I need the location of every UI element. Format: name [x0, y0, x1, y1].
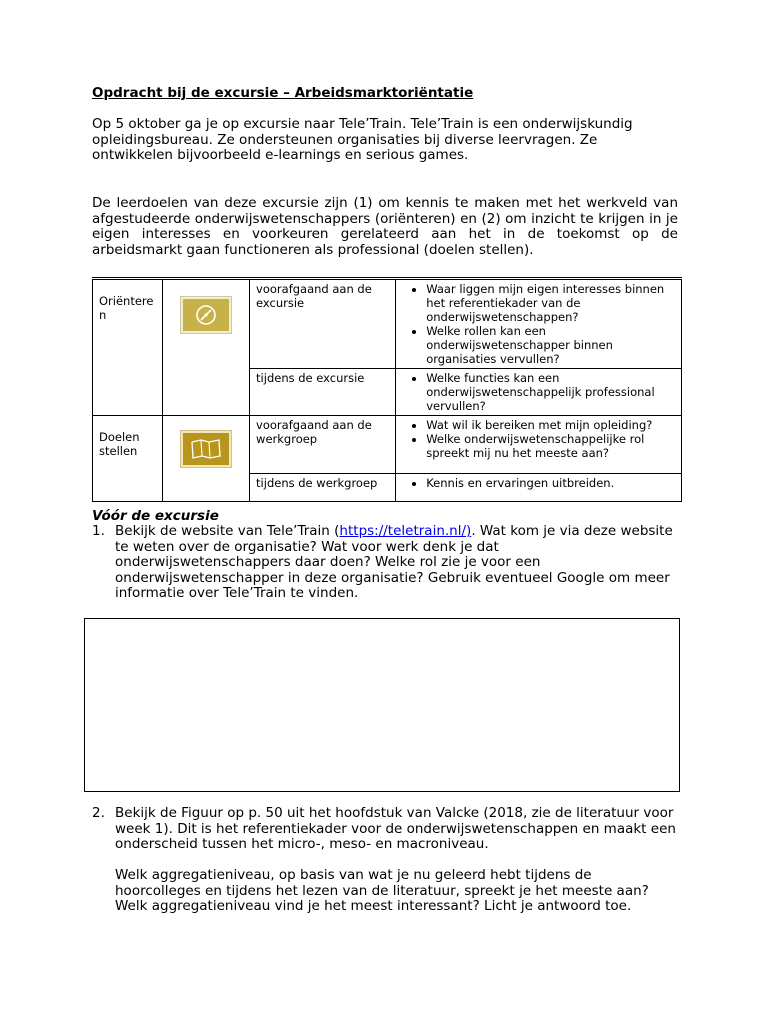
row-label-orienteren: Oriëntere n [93, 279, 163, 416]
phase-cell: voorafgaand aan de werkgroep [250, 416, 396, 474]
list-item: • Welke rollen kan een onderwijswetenschapper binnen organisaties vervullen? [426, 324, 675, 366]
question-1 [92, 524, 678, 602]
compass-icon [180, 296, 232, 334]
page-title: Opdracht bij de excursie – Arbeidsmarktoriëntatie [92, 85, 474, 101]
teletrain-link[interactable]: https://teletrain.nl/) [339, 523, 472, 539]
row-label-doelen-stellen: Doelen stellen [93, 416, 163, 502]
icon-cell [162, 279, 249, 416]
question-number: 2. [92, 805, 105, 821]
question-list-2 [92, 806, 678, 915]
intro-paragraph: Op 5 oktober ga je op excursie naar Tele’Train. Tele’Train is een onderwijskundig opleidingsbureau. Ze ondersteunen organisaties bij diverse leervragen. Ze ontwikkelen bijvoorbeeld e-learnings en serious games. [92, 116, 633, 163]
question-2 [92, 806, 678, 915]
goals-paragraph: De leerdoelen van deze excursie zijn (1) om kennis te maken met het werkveld van afgestudeerde onderwijswetenschappers (oriënteren) en (2) om inzicht te krijgen in je eigen interesses en voorkeuren gerelateerd aan het in de toekomst op de arbeidsmarkt gaan functioneren als professional (doelen stellen). [92, 195, 678, 258]
list-item: • Welke functies kan een onderwijswetenschappelijk professional vervullen? [426, 371, 675, 413]
list-item: • Welke onderwijswetenschappelijke rol spreekt mij nu het meeste aan? [426, 432, 675, 460]
list-item: • Kennis en ervaringen uitbreiden. [426, 476, 675, 490]
bullets-cell [396, 474, 682, 502]
bullets-cell [396, 279, 682, 369]
bullets-cell [396, 416, 682, 474]
map-icon [180, 430, 232, 468]
table-row [93, 279, 682, 369]
question-1-text-before: Bekijk de website van Tele’Train ( [115, 523, 340, 539]
question-number: 1. [92, 523, 105, 539]
table-row [93, 416, 682, 474]
learning-goals-table [92, 277, 682, 502]
answer-box[interactable] [84, 618, 680, 792]
question-1-text-after: . Wat kom je via deze website te weten over de organisatie? Wat voor werk denk je dat onderwijswetenschappers daar doen? Welke rol zie je voor een onderwijswetenschapper in deze organisatie? Gebruik eventueel Google om meer informatie over Tele’Train te vinden. [115, 523, 673, 601]
question-2-paragraph-1: Bekijk de Figuur op p. 50 uit het hoofdstuk van Valcke (2018, zie de literatuur voor week 1). Dit is het referentiekader voor de onderwijswetenschappen en maakt een onderscheid tussen het micro-, meso- en macroniveau. [115, 805, 676, 852]
question-list-1 [92, 524, 678, 602]
phase-cell: tijdens de werkgroep [250, 474, 396, 502]
phase-cell: voorafgaand aan de excursie [250, 279, 396, 369]
phase-cell: tijdens de excursie [250, 369, 396, 416]
question-2-paragraph-2: Welk aggregatieniveau, op basis van wat je nu geleerd hebt tijdens de hoorcolleges en tijdens het lezen van de literatuur, spreekt je het meeste aan? Welk aggregatieniveau vind je het meest interessant? Licht je antwoord toe. [115, 867, 649, 914]
section-heading: Vóór de excursie [92, 508, 219, 524]
bullets-cell [396, 369, 682, 416]
icon-cell [162, 416, 249, 502]
list-item: • Wat wil ik bereiken met mijn opleiding? [426, 418, 675, 432]
list-item: • Waar liggen mijn eigen interesses binnen het referentiekader van de onderwijswetenschappen? [426, 282, 675, 324]
